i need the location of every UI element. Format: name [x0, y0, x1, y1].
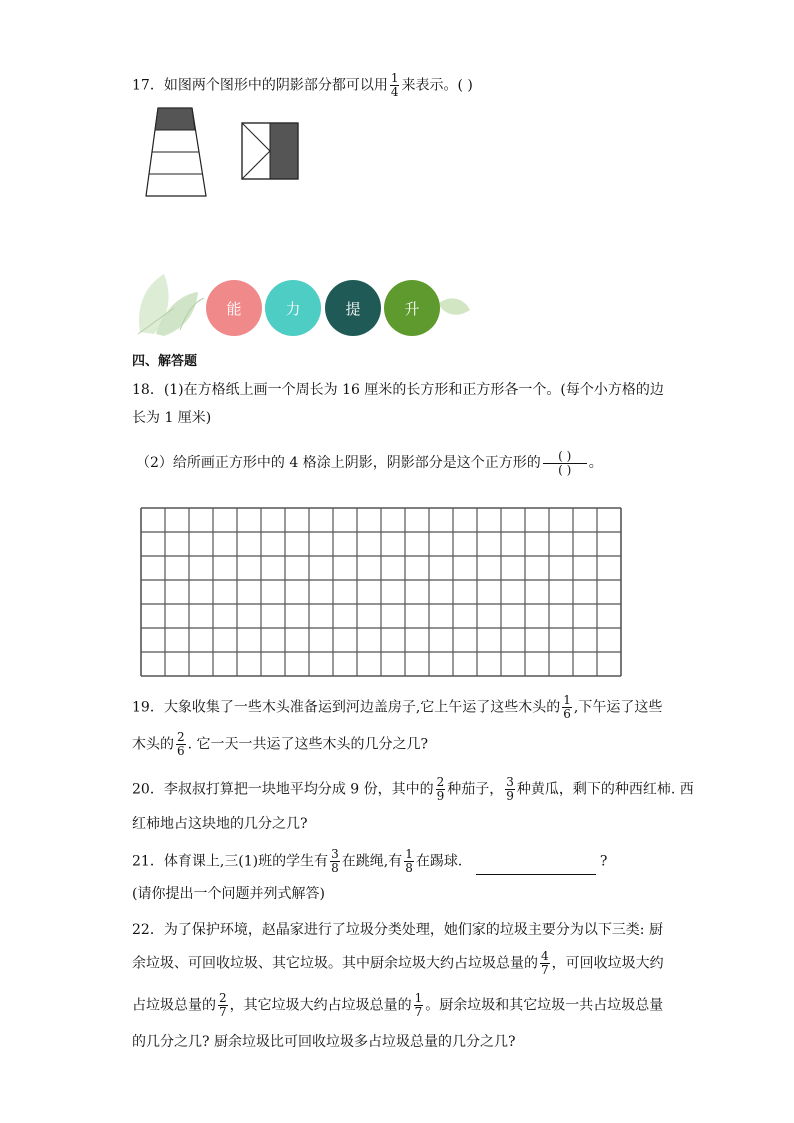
q19-line1: 19．大象收集了一些木头准备运到河边盖房子,它上午运了这些木头的 $\frac{1}{6}$ ,下午运了这些 — [132, 693, 663, 721]
q18-blank-fraction: $\frac{( )}{( )}$ — [543, 450, 587, 477]
q17-pre: 17．如图两个图形中的阴影部分都可以用 — [132, 77, 388, 94]
q19-fraction-1: $\frac{1}{6}$ — [563, 693, 571, 721]
q21-line1: 21．体育课上,三(1)班的学生有 $\frac{3}{8}$ 在跳绳,有 $\frac{1}{8}$ 在踢球． ? — [132, 847, 608, 875]
q21-answer-blank[interactable] — [476, 860, 596, 875]
q22-fraction-2: $\frac{2}{7}$ — [219, 991, 227, 1019]
banner-circle-1: 能 — [206, 280, 262, 336]
banner-circle-2: 力 — [265, 280, 321, 336]
q17-text — [132, 72, 473, 99]
square-figure — [240, 121, 300, 181]
trapezoid-figure — [140, 106, 220, 198]
grid-svg — [140, 507, 622, 677]
q17-post: 来表示。( ) — [401, 77, 473, 94]
banner-circle-3: 提 — [325, 280, 381, 336]
q21-note: (请你提出一个问题并列式解答) — [132, 886, 325, 902]
q19-fraction-2: $\frac{2}{6}$ — [177, 730, 185, 758]
q20-line2: 红柿地占这块地的几分之几? — [132, 816, 308, 832]
q22-line3: 占垃圾总量的 $\frac{2}{7}$ ，其它垃圾大约占垃圾总量的 $\frac{1}{7}$ 。厨余垃圾和其它垃圾一共占垃圾总量 — [132, 991, 664, 1019]
q20-fraction-1: $\frac{2}{9}$ — [436, 775, 445, 803]
q18-part2: （2）给所画正方形中的 4 格涂上阴影，阴影部分是这个正方形的 $\frac{( )}{( )}$ 。 — [136, 448, 603, 477]
q18-line1: 18．(1)在方格纸上画一个周长为 16 厘米的长方形和正方形各一个。(每个小方格的边 — [132, 382, 664, 398]
q20-fraction-2: $\frac{3}{9}$ — [506, 775, 514, 803]
banner-circle-4: 升 — [384, 280, 440, 336]
grid-paper[interactable] — [140, 507, 622, 681]
q20-line1: 20．李叔叔打算把一块地平均分成 9 份，其中的 $\frac{2}{9}$ 种茄子， $\frac{3}{9}$ 种黄瓜，剩下的种西红柿. 西 — [132, 775, 694, 803]
q22-line2: 余垃圾、可回收垃圾、其它垃圾。其中厨余垃圾大约占垃圾总量的 $\frac{4}{7}$ ，可回收垃圾大约 — [132, 949, 664, 977]
q17-fraction: $\frac{1}{4}$ — [390, 71, 399, 99]
q21-fraction-2: $\frac{1}{8}$ — [405, 847, 413, 875]
q22-line1: 22．为了保护环境，赵晶家进行了垃圾分类处理，她们家的垃圾主要分为以下三类: 厨 — [132, 922, 663, 938]
q19-line2: 木头的 $\frac{2}{6}$ . 它一天一共运了这些木头的几分之几? — [132, 730, 429, 758]
q18-line2: 长为 1 厘米) — [132, 410, 212, 426]
section-title: 四、解答题 — [132, 354, 198, 369]
q22-line4: 的几分之几? 厨余垃圾比可回收垃圾多占垃圾总量的几分之几? — [132, 1034, 516, 1050]
q22-fraction-1: $\frac{4}{7}$ — [541, 949, 549, 977]
q21-fraction-1: $\frac{3}{8}$ — [331, 847, 339, 875]
q22-fraction-3: $\frac{1}{7}$ — [414, 991, 423, 1019]
